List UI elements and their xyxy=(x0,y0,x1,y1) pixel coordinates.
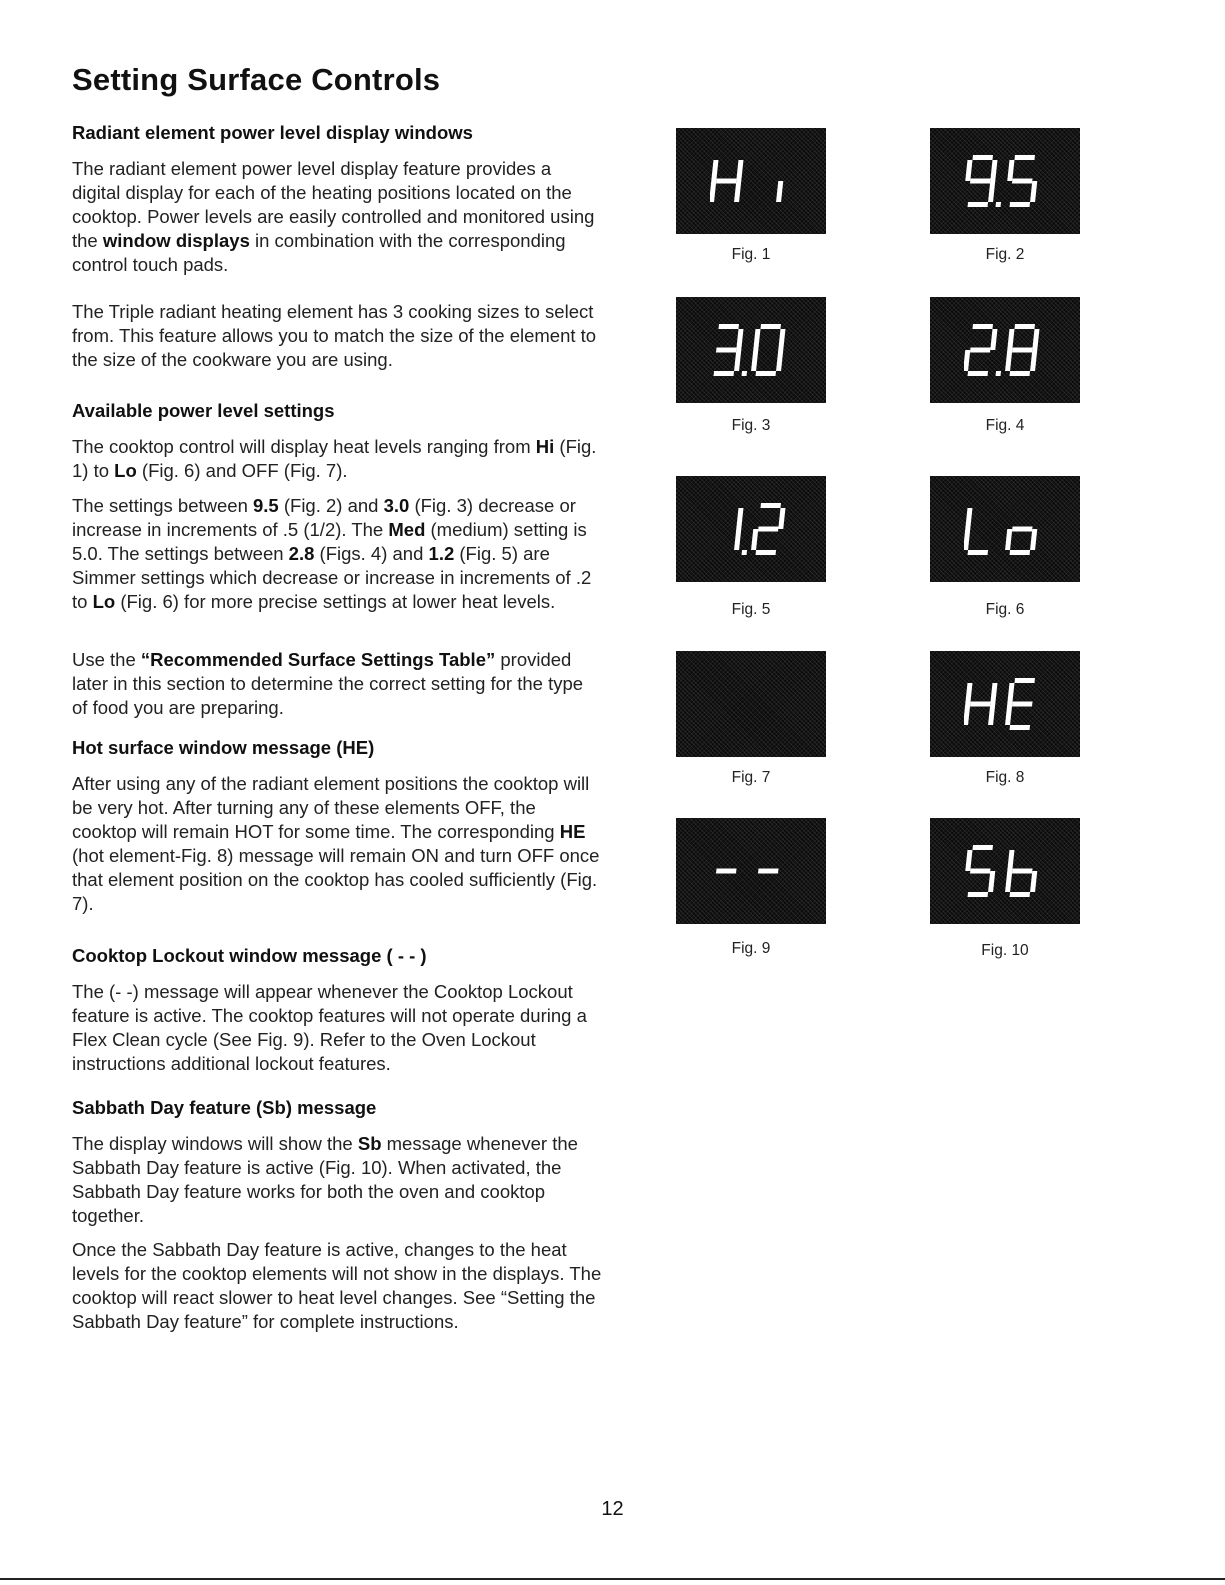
display-window-fig6 xyxy=(930,476,1080,582)
segment-c xyxy=(734,350,741,371)
segment-b xyxy=(990,160,997,181)
segment-f xyxy=(965,160,972,181)
segment-f xyxy=(1007,329,1014,350)
decimal-point xyxy=(742,550,748,555)
segment-f xyxy=(1007,850,1014,871)
bottom-rule xyxy=(0,1578,1225,1580)
segment-d xyxy=(756,550,777,555)
paragraph-lockout-1: The (- -) message will appear whenever the Cooktop Lockout feature is active. The cooktop features will not operate during a Flex Clean cycle (See Fig. 9). Refer to the Oven Lockout instructions additional lockout features. xyxy=(72,981,587,1074)
display-window-fig1 xyxy=(676,128,826,234)
segment-f xyxy=(753,329,760,350)
segment-g xyxy=(716,869,737,874)
segment-c xyxy=(1030,871,1037,892)
figure-caption: Fig. 1 xyxy=(731,246,771,263)
figure-caption: Fig. 3 xyxy=(731,417,771,434)
segment-b xyxy=(778,508,785,529)
segment-b xyxy=(736,329,743,350)
segment-d xyxy=(968,202,989,207)
segment-e xyxy=(751,529,758,550)
page-title: Setting Surface Controls xyxy=(72,62,441,97)
segment-c xyxy=(1030,350,1037,371)
segment-c xyxy=(988,704,995,725)
segment-d xyxy=(1010,725,1031,730)
segment-b xyxy=(778,329,785,350)
segment-g xyxy=(758,527,779,532)
figure-caption: Fig. 9 xyxy=(731,940,771,957)
segment-a xyxy=(972,845,993,850)
segment-d xyxy=(1010,371,1031,376)
segment-g xyxy=(1012,179,1033,184)
segment-readout xyxy=(964,843,1046,899)
section-heading-radiant: Radiant element power level display windows xyxy=(72,122,473,143)
segment-readout xyxy=(964,322,1046,378)
segment-g xyxy=(970,179,991,184)
paragraph-available-3: Use the “Recommended Surface Settings Table” provided later in this section to determine the correct setting for the type of food you are preparing. xyxy=(72,649,584,718)
display-window-fig8 xyxy=(930,651,1080,757)
segment-e xyxy=(751,350,758,371)
segment-readout xyxy=(964,676,1046,732)
figure-caption: Fig. 6 xyxy=(985,601,1025,618)
segment-readout xyxy=(710,843,792,899)
segment-g xyxy=(970,869,991,874)
segment-f xyxy=(965,683,972,704)
paragraph-sabbath-1: The display windows will show the Sb message whenever the Sabbath Day feature is active (Fig. 10). When activated, the Sabbath Day feature works for both the oven and cooktop together. xyxy=(72,1133,578,1226)
display-window-fig9 xyxy=(676,818,826,924)
segment-readout xyxy=(964,501,1046,557)
section-heading-lockout: Cooktop Lockout window message ( - - ) xyxy=(72,945,427,966)
display-window-fig2 xyxy=(930,128,1080,234)
segment-g xyxy=(758,869,779,874)
segment-f xyxy=(711,160,718,181)
segment-b xyxy=(736,508,743,529)
segment-a xyxy=(972,324,993,329)
segment-b xyxy=(1032,329,1039,350)
segment-readout xyxy=(710,153,792,209)
decimal-point xyxy=(996,371,1002,376)
section-heading-available: Available power level settings xyxy=(72,400,335,421)
segment-e xyxy=(1005,704,1012,725)
section-heading-sabbath: Sabbath Day feature (Sb) message xyxy=(72,1097,377,1118)
display-window-fig4 xyxy=(930,297,1080,403)
segment-readout xyxy=(751,676,752,732)
segment-g xyxy=(970,348,991,353)
figure-caption: Fig. 4 xyxy=(985,417,1025,434)
segment-g xyxy=(1012,869,1033,874)
paragraph-hot-1: After using any of the radiant element positions the cooktop will be very hot. After turning any of these elements OFF, the cooktop will remain HOT for some time. The corresponding HE (hot element-Fig. 8) message will remain ON and turn OFF once that element position on the cooktop has cooled sufficiently (Fig. 7). xyxy=(72,773,600,914)
section-heading-hot: Hot surface window message (HE) xyxy=(72,737,375,758)
paragraph-available-2: The settings between 9.5 (Fig. 2) and 3.0 (Fig. 3) decrease or increase in increments of .5 (1/2). The Med (medium) setting is 5.0. The settings between 2.8 (Figs. 4) and 1.2 (Fig. 5) are Simmer settings which decrease or increase in increments of .2 to Lo (Fig. 6) for more precise settings at lower heat levels. xyxy=(72,495,592,612)
figure-caption: Fig. 7 xyxy=(731,769,771,786)
decimal-point xyxy=(996,202,1002,207)
figure-caption: Fig. 8 xyxy=(985,769,1025,786)
segment-a xyxy=(760,503,781,508)
segment-f xyxy=(1007,683,1014,704)
segment-e xyxy=(964,704,970,725)
segment-f xyxy=(965,508,972,529)
paragraph-available-1: The cooktop control will display heat levels ranging from Hi (Fig. 1) to Lo (Fig. 6) and OFF (Fig. 7). xyxy=(72,436,597,481)
segment-d xyxy=(968,892,989,897)
figure-caption: Fig. 5 xyxy=(731,601,771,618)
segment-c xyxy=(988,181,995,202)
segment-g xyxy=(716,179,737,184)
segment-g xyxy=(716,348,737,353)
paragraph-sabbath-2: Once the Sabbath Day feature is active, changes to the heat levels for the cooktop elements will not show in the displays. The cooktop will react slower to heat level changes. See “Setting the Sabbath Day feature” for complete instructions. xyxy=(72,1239,602,1332)
segment-a xyxy=(1014,155,1035,160)
display-window-fig3 xyxy=(676,297,826,403)
segment-c xyxy=(988,871,995,892)
segment-g xyxy=(1012,348,1033,353)
segment-a xyxy=(1014,678,1035,683)
segment-readout xyxy=(710,322,792,378)
paragraph-radiant-1: The radiant element power level display feature provides a digital display for each of the heating positions located on the cooktop. Power levels are easily controlled and monitored using the window displays in combination with the corresponding control touch pads. xyxy=(72,158,595,275)
segment-readout xyxy=(964,153,1046,209)
segment-e xyxy=(710,181,716,202)
segment-f xyxy=(1007,160,1014,181)
display-window-fig7 xyxy=(676,651,826,757)
segment-c xyxy=(776,350,783,371)
segment-d xyxy=(756,371,777,376)
segment-a xyxy=(760,324,781,329)
segment-c xyxy=(1030,529,1037,550)
display-window-fig10 xyxy=(930,818,1080,924)
segment-d xyxy=(968,371,989,376)
segment-a xyxy=(718,324,739,329)
segment-b xyxy=(736,160,743,181)
segment-c xyxy=(1030,181,1037,202)
display-window-fig5 xyxy=(676,476,826,582)
segment-e xyxy=(1005,529,1012,550)
segment-g xyxy=(1012,702,1033,707)
segment-d xyxy=(968,550,989,555)
segment-a xyxy=(972,155,993,160)
segment-d xyxy=(1010,202,1031,207)
figure-caption: Fig. 2 xyxy=(985,246,1025,263)
segment-a xyxy=(1014,324,1035,329)
decimal-point xyxy=(742,371,748,376)
segment-e xyxy=(1005,350,1012,371)
page-number: 12 xyxy=(601,1498,624,1520)
segment-g xyxy=(970,702,991,707)
segment-b xyxy=(990,683,997,704)
segment-b xyxy=(990,329,997,350)
segment-d xyxy=(1010,550,1031,555)
segment-d xyxy=(714,371,735,376)
segment-e xyxy=(964,529,970,550)
segment-d xyxy=(1010,892,1031,897)
segment-c xyxy=(734,529,741,550)
segment-e xyxy=(964,350,970,371)
segment-readout xyxy=(710,501,792,557)
segment-e xyxy=(1005,871,1012,892)
figure-caption: Fig. 10 xyxy=(981,942,1029,959)
segment-g xyxy=(1012,527,1033,532)
segment-c xyxy=(776,181,783,202)
paragraph-radiant-2: The Triple radiant heating element has 3 cooking sizes to select from. This feature allows you to match the size of the element to the size of the cookware you are using. xyxy=(72,301,597,370)
segment-f xyxy=(965,850,972,871)
segment-c xyxy=(734,181,741,202)
